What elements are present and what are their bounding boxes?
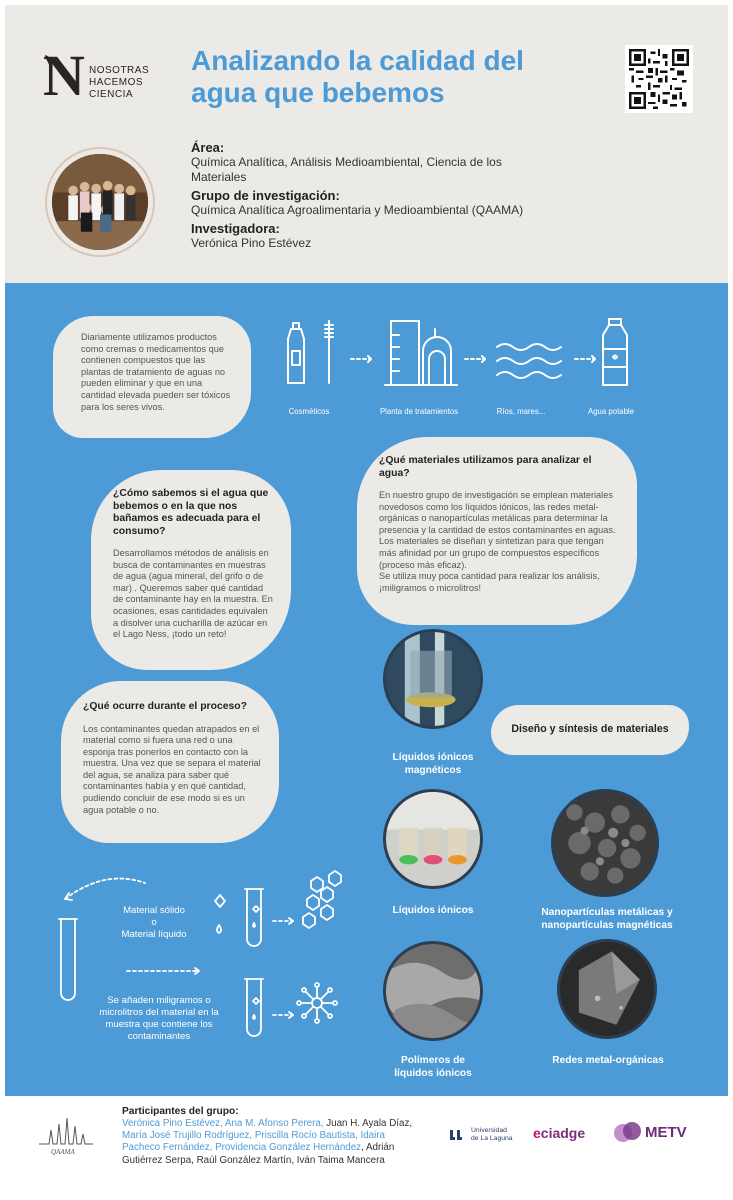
ull-logo (449, 1127, 515, 1143)
ciadge-name: ciadge (540, 1125, 586, 1141)
area-value: Química Analítica, Análisis Medioambiental, Ciencia de los Materiales (191, 155, 502, 184)
process-add-label: Se añaden miligramos o microlitros del material en la muestra que contiene los contaminantes (99, 995, 219, 1042)
ciadge-e: e (533, 1125, 541, 1141)
question-title: ¿Cómo sabemos si el agua que bebemos o en la que nos bañamos es adecuada para el consumo? (113, 488, 269, 537)
qr-code-icon[interactable] (625, 45, 693, 113)
group-label: Grupo de investigación: (191, 188, 340, 203)
participants-plain: Juan H. Ayala Díaz, (323, 1118, 413, 1129)
material-label: Líquidos iónicos magnéticos (392, 752, 474, 776)
magnetic-ionic-liquids-image (383, 629, 483, 729)
intro-bubble (53, 316, 251, 438)
flow-label-drinking-water: Agua potable (588, 407, 634, 416)
logo-line: HACEMOS (89, 77, 144, 88)
group-value: Química Analítica Agroalimentaria y Medioambiental (QAAMA) (191, 203, 524, 217)
question-bubble-materials (357, 437, 637, 625)
qaama-logo-icon (37, 1108, 97, 1156)
intro-text: Diariamente utilizamos productos como cremas o medicamentos que contienen compuestos que las plantas de tratamiento de aguas no pueden eliminar y que en una cantidad elevada pueden ser tóxicos para los seres vivos. (81, 332, 231, 412)
metal-organic-frameworks-image (557, 939, 657, 1039)
treatment-plant-icon (385, 321, 457, 385)
qaama-logo-text: QAAMA (51, 1148, 75, 1156)
question-text: Los contaminantes quedan atrapados en el material como si fuera una red o una esponja tras ponerlos en contacto con la muestra. Una vez que se separa el material del agua, se analiza para saber qué contaminantes había y en qué cantidad, pudiendo concluir de ese modo si es un agua potable o no. (83, 723, 261, 815)
area-label: Área: (191, 140, 225, 155)
page-title: Analizando la calidad del agua que bebemos (191, 45, 524, 108)
metv-name: METV (645, 1123, 687, 1141)
question-text: En nuestro grupo de investigación se emplean materiales novedosos como los líquidos iónicos, las redes metal-orgánicas o nanopartículas metálicas para determinar la presencia y la cantidad de estos contaminantes en aguas. Los materiales se diseñan y sintetizan para que tengan más afinidad por un grupo de compuestos específicos (proceso más eficaz). Se utiliza muy poca cantidad para realizar los análisis, ¡miligramos o microlitros! (379, 490, 616, 593)
question-bubble-how (91, 470, 291, 670)
header-section (5, 5, 728, 283)
participants-list (122, 1118, 422, 1167)
ull-logo-icon (449, 1129, 467, 1141)
question-text: Desarrollamos métodos de análisis en busca de contaminantes en muestras de agua (agua mineral, del grifo o de mar) . Queremos saber qué cantidad de contaminante hay en la muestra. En ocasiones, esas cantidades equivalen a disolver una cucharilla de azúcar en el Lago Ness, ¡todo un reto! (113, 548, 273, 640)
info-block (191, 137, 551, 254)
ciadge-logo (533, 1125, 585, 1141)
material-label: Líquidos iónicos (392, 905, 474, 916)
design-label: Diseño y síntesis de materiales (511, 723, 669, 736)
content-section (5, 283, 728, 1096)
design-bubble (491, 705, 689, 755)
logo-text (89, 65, 149, 101)
flow-label-plant: Planta de tratamientos (379, 407, 458, 416)
flow-label-cosmetics: Cosméticos (288, 407, 330, 416)
group-photo (45, 147, 155, 257)
question-title: ¿Qué ocurre durante el proceso? (83, 701, 247, 712)
process-solid-label: Material sólido (123, 905, 185, 916)
ionic-liquid-polymers-image (383, 941, 483, 1041)
material-label: Nanopartículas metálicas y nanopartículas magnéticas (541, 907, 673, 931)
waves-icon (497, 344, 561, 378)
logo-line: NOSOTRAS (89, 65, 150, 76)
nanoparticles-image (551, 789, 659, 897)
logo-letter: N (43, 43, 85, 108)
flow-label-rivers: Ríos, mares... (496, 407, 546, 416)
water-bottle-icon (603, 319, 627, 385)
material-label: Redes metal-orgánicas (552, 1055, 664, 1066)
poster (5, 5, 728, 1195)
metv-circles-icon (613, 1119, 643, 1145)
participants-title: Participantes del grupo: (122, 1106, 239, 1117)
process-or-label: o (151, 917, 157, 928)
process-liquid-label: Material líquido (121, 929, 187, 940)
ull-name: Universidad de La Laguna (471, 1127, 513, 1142)
question-title: ¿Qué materiales utilizamos para analizar el agua? (379, 455, 592, 479)
researcher-label: Investigadora: (191, 221, 280, 236)
participants-highlight: María José Trujillo Rodríguez, Priscilla Rocío Bautista, Idaira Pacheco Fernández, Providencia González Hernández (122, 1130, 385, 1154)
cosmetics-icon (288, 321, 333, 383)
participants-highlight: Verónica Pino Estévez, Ana M. Afonso Perera, (122, 1118, 324, 1129)
metv-logo (613, 1119, 687, 1145)
question-bubble-process (61, 681, 279, 843)
logo-line: CIENCIA (89, 89, 134, 100)
ionic-liquids-image (383, 789, 483, 889)
participants-plain: , Adrián Gutiérrez Serpa, Raúl González Martín, Iván Taima Mancera (122, 1142, 395, 1166)
researcher-value: Verónica Pino Estévez (191, 236, 312, 250)
material-label: Polímeros de líquidos iónicos (394, 1055, 472, 1079)
